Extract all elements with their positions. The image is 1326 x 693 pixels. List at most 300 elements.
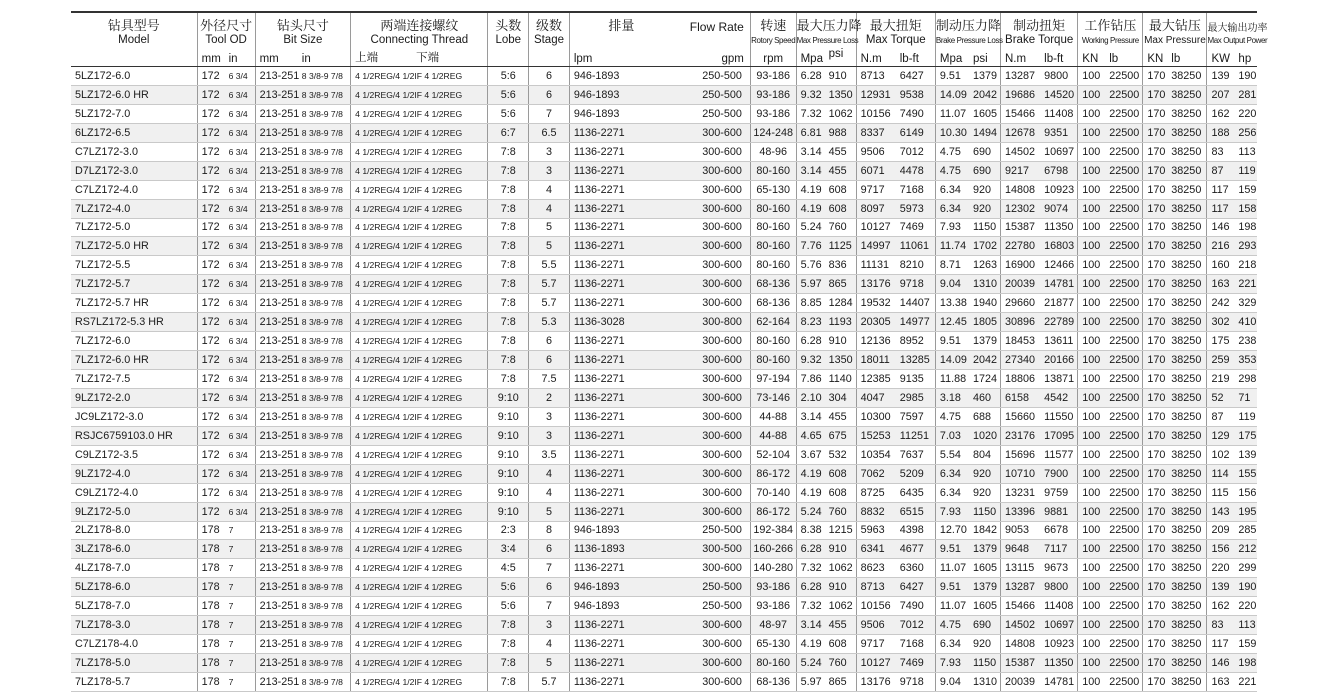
cell-model: 5LZ172-7.0 [71,104,197,123]
cell-flow-lpm: 1136-2271 [569,673,673,692]
header-power-cn: 最大输出功率 [1207,12,1257,34]
cell-torque-lbft: 9718 [896,673,936,692]
cell-thread: 4 1/2REG/4 1/2IF 4 1/2REG [351,218,488,237]
cell-flow-gpm: 300-800 [673,313,750,332]
cell-flow-gpm: 250-500 [673,67,750,86]
cell-wob-kn: 100 [1078,142,1105,161]
cell-brake-torque-nm: 12302 [1001,199,1041,218]
cell-brake-pressure-mpa: 9.51 [935,540,969,559]
cell-max-wob-kn: 170 [1143,540,1167,559]
cell-tool-od-in: 6 3/4 [225,237,256,256]
cell-torque-lbft: 7012 [896,616,936,635]
cell-max-wob-kn: 170 [1143,294,1167,313]
cell-torque-lbft: 4478 [896,161,936,180]
cell-thread: 4 1/2REG/4 1/2IF 4 1/2REG [351,104,488,123]
cell-flow-lpm: 1136-1893 [569,540,673,559]
unit-flow-gpm: gpm [673,48,750,67]
cell-brake-torque-nm: 6158 [1001,388,1041,407]
cell-tool-od-in: 6 3/4 [225,332,256,351]
cell-max-wob-lb: 38250 [1167,597,1207,616]
unit-power-hp: hp [1234,48,1257,67]
header-wob-en: Working Pressure [1078,34,1143,48]
cell-brake-pressure-psi: 1150 [969,654,1001,673]
cell-speed-rpm: 86-172 [750,464,796,483]
cell-speed-rpm: 68-136 [750,275,796,294]
cell-brake-pressure-mpa: 9.51 [935,578,969,597]
table-row [71,521,1257,540]
cell-max-wob-kn: 170 [1143,388,1167,407]
cell-brake-torque-lbft: 11577 [1040,445,1078,464]
cell-flow-gpm: 300-600 [673,161,750,180]
unit-bit-size-mm: mm [255,48,298,67]
cell-brake-torque-lbft: 9800 [1040,67,1078,86]
cell-wob-lb: 22500 [1105,104,1143,123]
cell-wob-kn: 100 [1078,654,1105,673]
cell-torque-nm: 9717 [856,635,896,654]
cell-power-kw: 117 [1207,635,1234,654]
cell-max-wob-kn: 170 [1143,654,1167,673]
cell-tool-od-in: 6 3/4 [225,483,256,502]
header-brake-pressure-en: Brake Pressure Loss [935,34,1000,48]
cell-stage: 4 [529,180,570,199]
cell-brake-pressure-mpa: 4.75 [935,142,969,161]
cell-flow-gpm: 300-600 [673,351,750,370]
header-bit-size-cn: 钻头尺寸 [255,12,351,34]
cell-wob-lb: 22500 [1105,294,1143,313]
table-row [71,464,1257,483]
cell-wob-lb: 22500 [1105,67,1143,86]
cell-flow-lpm: 1136-2271 [569,388,673,407]
cell-model: 7LZ172-4.0 [71,199,197,218]
cell-brake-pressure-psi: 2042 [969,351,1001,370]
cell-flow-lpm: 1136-2271 [569,180,673,199]
cell-brake-pressure-mpa: 5.54 [935,445,969,464]
cell-speed-rpm: 97-194 [750,370,796,389]
cell-torque-lbft: 2985 [896,388,936,407]
cell-thread: 4 1/2REG/4 1/2IF 4 1/2REG [351,388,488,407]
cell-lobe: 7:8 [488,673,529,692]
cell-speed-rpm: 80-160 [750,351,796,370]
cell-pressure-psi: 1284 [825,294,857,313]
cell-pressure-mpa: 7.86 [796,370,824,389]
cell-wob-kn: 100 [1078,370,1105,389]
table-row [71,673,1257,692]
cell-power-hp: 198 [1234,218,1257,237]
cell-max-wob-kn: 170 [1143,85,1167,104]
cell-pressure-mpa: 7.32 [796,597,824,616]
cell-brake-pressure-psi: 1605 [969,559,1001,578]
header-torque-cn: 最大扭矩 [856,12,935,34]
cell-flow-lpm: 1136-2271 [569,407,673,426]
cell-bit-size-in: 8 3/8-9 7/8 [298,578,351,597]
unit-thread [351,48,488,67]
cell-max-wob-lb: 38250 [1167,142,1207,161]
cell-bit-size-mm: 213-251 [255,635,298,654]
cell-speed-rpm: 65-130 [750,635,796,654]
cell-tool-od-in: 6 3/4 [225,67,256,86]
cell-max-wob-lb: 38250 [1167,673,1207,692]
cell-bit-size-in: 8 3/8-9 7/8 [298,635,351,654]
cell-tool-od-mm: 178 [197,635,224,654]
cell-max-wob-kn: 170 [1143,616,1167,635]
header-stage-en: Stage [529,34,570,48]
cell-lobe: 6:7 [488,123,529,142]
unit-power-kw: KW [1207,48,1234,67]
cell-brake-torque-nm: 15660 [1001,407,1041,426]
cell-tool-od-mm: 172 [197,370,224,389]
cell-torque-lbft: 13285 [896,351,936,370]
cell-flow-lpm: 1136-2271 [569,559,673,578]
cell-tool-od-in: 6 3/4 [225,351,256,370]
cell-lobe: 4:5 [488,559,529,578]
cell-power-kw: 146 [1207,654,1234,673]
cell-max-wob-lb: 38250 [1167,483,1207,502]
cell-max-wob-lb: 38250 [1167,199,1207,218]
cell-tool-od-in: 6 3/4 [225,313,256,332]
cell-speed-rpm: 93-186 [750,597,796,616]
cell-stage: 8 [529,521,570,540]
cell-wob-kn: 100 [1078,199,1105,218]
cell-wob-kn: 100 [1078,104,1105,123]
cell-stage: 5 [529,237,570,256]
cell-thread: 4 1/2REG/4 1/2IF 4 1/2REG [351,635,488,654]
cell-brake-pressure-psi: 690 [969,161,1001,180]
cell-speed-rpm: 80-160 [750,161,796,180]
cell-brake-pressure-mpa: 4.75 [935,616,969,635]
cell-brake-torque-lbft: 10923 [1040,180,1078,199]
cell-flow-lpm: 1136-2271 [569,635,673,654]
cell-brake-torque-nm: 13231 [1001,483,1041,502]
header-flow-en: Flow Rate [673,12,750,34]
table-row [71,294,1257,313]
cell-flow-gpm: 250-500 [673,104,750,123]
cell-pressure-mpa: 3.14 [796,142,824,161]
cell-pressure-mpa: 9.32 [796,85,824,104]
cell-brake-pressure-psi: 1379 [969,578,1001,597]
cell-flow-lpm: 946-1893 [569,104,673,123]
cell-brake-torque-lbft: 9881 [1040,502,1078,521]
cell-bit-size-mm: 213-251 [255,294,298,313]
cell-brake-pressure-psi: 1702 [969,237,1001,256]
cell-wob-lb: 22500 [1105,483,1143,502]
cell-bit-size-mm: 213-251 [255,559,298,578]
cell-bit-size-in: 8 3/8-9 7/8 [298,483,351,502]
cell-wob-kn: 100 [1078,218,1105,237]
cell-bit-size-mm: 213-251 [255,540,298,559]
cell-max-wob-kn: 170 [1143,104,1167,123]
header-power-en: Max Output Power [1207,36,1268,45]
cell-torque-lbft: 5973 [896,199,936,218]
cell-brake-pressure-mpa: 4.75 [935,161,969,180]
cell-model: 3LZ178-6.0 [71,540,197,559]
cell-model: RS7LZ172-5.3 HR [71,313,197,332]
cell-speed-rpm: 124-248 [750,123,796,142]
cell-wob-lb: 22500 [1105,218,1143,237]
cell-wob-kn: 100 [1078,616,1105,635]
cell-torque-nm: 15253 [856,426,896,445]
cell-lobe: 9:10 [488,502,529,521]
cell-max-wob-lb: 38250 [1167,275,1207,294]
cell-bit-size-mm: 213-251 [255,199,298,218]
cell-thread: 4 1/2REG/4 1/2IF 4 1/2REG [351,294,488,313]
spec-table [71,11,1268,692]
cell-max-wob-kn: 170 [1143,237,1167,256]
cell-wob-lb: 22500 [1105,85,1143,104]
cell-thread: 4 1/2REG/4 1/2IF 4 1/2REG [351,237,488,256]
cell-brake-pressure-psi: 690 [969,142,1001,161]
cell-max-wob-kn: 170 [1143,123,1167,142]
cell-bit-size-mm: 213-251 [255,521,298,540]
cell-max-wob-kn: 170 [1143,559,1167,578]
cell-brake-pressure-psi: 1724 [969,370,1001,389]
cell-power-kw: 220 [1207,559,1234,578]
cell-pressure-psi: 988 [825,123,857,142]
cell-bit-size-mm: 213-251 [255,464,298,483]
cell-model: 5LZ172-6.0 HR [71,85,197,104]
cell-tool-od-mm: 172 [197,237,224,256]
unit-pressure-mpa: Mpa [796,48,824,67]
cell-power-hp: 221 [1234,275,1257,294]
cell-thread: 4 1/2REG/4 1/2IF 4 1/2REG [351,142,488,161]
cell-power-hp: 212 [1234,540,1257,559]
cell-wob-kn: 100 [1078,445,1105,464]
cell-bit-size-in: 8 3/8-9 7/8 [298,597,351,616]
cell-flow-lpm: 1136-2271 [569,161,673,180]
cell-brake-torque-lbft: 6798 [1040,161,1078,180]
cell-bit-size-mm: 213-251 [255,332,298,351]
cell-tool-od-in: 6 3/4 [225,407,256,426]
header-flow-cn: 排量 [569,12,673,34]
unit-wob-kn: KN [1078,48,1105,67]
cell-power-kw: 207 [1207,85,1234,104]
cell-tool-od-mm: 172 [197,388,224,407]
cell-tool-od-mm: 178 [197,654,224,673]
cell-max-wob-lb: 38250 [1167,426,1207,445]
cell-pressure-psi: 1193 [825,313,857,332]
cell-lobe: 5:6 [488,67,529,86]
cell-brake-pressure-mpa: 14.09 [935,85,969,104]
table-row [71,559,1257,578]
cell-torque-nm: 8725 [856,483,896,502]
cell-model: 7LZ172-6.0 HR [71,351,197,370]
cell-max-wob-lb: 38250 [1167,654,1207,673]
cell-wob-kn: 100 [1078,407,1105,426]
header-model-cn: 钻具型号 [71,12,197,34]
cell-max-wob-kn: 170 [1143,332,1167,351]
cell-tool-od-mm: 178 [197,673,224,692]
cell-flow-lpm: 1136-2271 [569,351,673,370]
cell-brake-torque-lbft: 11550 [1040,407,1078,426]
cell-speed-rpm: 68-136 [750,673,796,692]
cell-torque-lbft: 9718 [896,275,936,294]
cell-brake-pressure-psi: 920 [969,199,1001,218]
cell-torque-lbft: 14977 [896,313,936,332]
cell-power-hp: 71 [1234,388,1257,407]
cell-brake-torque-lbft: 9759 [1040,483,1078,502]
cell-brake-torque-nm: 14808 [1001,180,1041,199]
cell-power-kw: 163 [1207,275,1234,294]
cell-speed-rpm: 192-384 [750,521,796,540]
cell-torque-nm: 14997 [856,237,896,256]
cell-power-hp: 198 [1234,654,1257,673]
cell-brake-pressure-psi: 1310 [969,275,1001,294]
cell-brake-pressure-psi: 2042 [969,85,1001,104]
cell-torque-lbft: 6360 [896,559,936,578]
cell-thread: 4 1/2REG/4 1/2IF 4 1/2REG [351,654,488,673]
cell-bit-size-mm: 213-251 [255,180,298,199]
header-model-unit [71,48,197,67]
cell-lobe: 7:8 [488,332,529,351]
cell-brake-torque-nm: 20039 [1001,673,1041,692]
cell-model: C7LZ172-4.0 [71,180,197,199]
cell-torque-nm: 20305 [856,313,896,332]
cell-flow-gpm: 300-600 [673,199,750,218]
cell-pressure-psi: 455 [825,142,857,161]
cell-wob-kn: 100 [1078,161,1105,180]
cell-tool-od-in: 7 [225,673,256,692]
cell-torque-lbft: 7168 [896,635,936,654]
cell-wob-kn: 100 [1078,635,1105,654]
cell-max-wob-kn: 170 [1143,426,1167,445]
cell-stage: 4 [529,199,570,218]
cell-flow-lpm: 1136-2271 [569,218,673,237]
cell-brake-torque-lbft: 14781 [1040,673,1078,692]
cell-torque-nm: 12136 [856,332,896,351]
cell-brake-torque-nm: 13396 [1001,502,1041,521]
header-lobe-en: Lobe [488,34,529,48]
cell-model: 9LZ172-5.0 [71,502,197,521]
header-model-en: Model [71,34,197,48]
cell-max-wob-lb: 38250 [1167,464,1207,483]
cell-brake-pressure-mpa: 8.71 [935,256,969,275]
cell-torque-nm: 8337 [856,123,896,142]
cell-torque-nm: 10156 [856,597,896,616]
cell-brake-torque-nm: 15696 [1001,445,1041,464]
cell-brake-torque-lbft: 4542 [1040,388,1078,407]
cell-max-wob-lb: 38250 [1167,294,1207,313]
unit-wob-lb: lb [1105,48,1143,67]
cell-wob-kn: 100 [1078,67,1105,86]
cell-tool-od-in: 7 [225,578,256,597]
cell-brake-torque-lbft: 20166 [1040,351,1078,370]
unit-pressure-psi: psi [825,48,857,67]
cell-stage: 5.7 [529,275,570,294]
cell-pressure-psi: 608 [825,635,857,654]
cell-model: 9LZ172-2.0 [71,388,197,407]
cell-flow-gpm: 300-600 [673,332,750,351]
cell-tool-od-mm: 172 [197,351,224,370]
cell-bit-size-mm: 213-251 [255,654,298,673]
cell-lobe: 9:10 [488,388,529,407]
cell-tool-od-mm: 172 [197,123,224,142]
unit-brake-pressure-mpa: Mpa [935,48,969,67]
cell-pressure-mpa: 8.23 [796,313,824,332]
cell-model: C7LZ172-3.0 [71,142,197,161]
cell-brake-pressure-psi: 1940 [969,294,1001,313]
unit-tool-od-in: in [225,48,256,67]
cell-torque-nm: 11131 [856,256,896,275]
unit-max-wob-kn: KN [1143,48,1167,67]
cell-stage: 7 [529,104,570,123]
header-thread-en: Connecting Thread [351,34,488,48]
cell-torque-lbft: 7012 [896,142,936,161]
cell-torque-lbft: 7469 [896,218,936,237]
cell-flow-lpm: 1136-2271 [569,256,673,275]
table-row [71,256,1257,275]
cell-power-kw: 129 [1207,426,1234,445]
cell-flow-lpm: 1136-2271 [569,275,673,294]
cell-bit-size-mm: 213-251 [255,388,298,407]
cell-tool-od-mm: 172 [197,85,224,104]
cell-wob-kn: 100 [1078,237,1105,256]
cell-speed-rpm: 68-136 [750,294,796,313]
cell-model: C9LZ172-4.0 [71,483,197,502]
cell-brake-pressure-mpa: 11.74 [935,237,969,256]
cell-thread: 4 1/2REG/4 1/2IF 4 1/2REG [351,464,488,483]
cell-brake-pressure-mpa: 10.30 [935,123,969,142]
cell-flow-lpm: 1136-2271 [569,483,673,502]
cell-power-hp: 353 [1234,351,1257,370]
cell-brake-torque-lbft: 9351 [1040,123,1078,142]
cell-tool-od-mm: 172 [197,426,224,445]
cell-brake-torque-nm: 16900 [1001,256,1041,275]
cell-bit-size-in: 8 3/8-9 7/8 [298,142,351,161]
cell-model: 5LZ178-7.0 [71,597,197,616]
cell-max-wob-kn: 170 [1143,483,1167,502]
cell-stage: 6.5 [529,123,570,142]
cell-flow-gpm: 300-600 [673,616,750,635]
cell-bit-size-in: 8 3/8-9 7/8 [298,445,351,464]
cell-pressure-mpa: 4.19 [796,199,824,218]
cell-thread: 4 1/2REG/4 1/2IF 4 1/2REG [351,199,488,218]
cell-max-wob-kn: 170 [1143,256,1167,275]
table-row [71,388,1257,407]
cell-flow-lpm: 1136-2271 [569,142,673,161]
cell-thread: 4 1/2REG/4 1/2IF 4 1/2REG [351,313,488,332]
cell-bit-size-mm: 213-251 [255,237,298,256]
cell-power-hp: 238 [1234,332,1257,351]
cell-torque-nm: 10156 [856,104,896,123]
cell-power-kw: 219 [1207,370,1234,389]
cell-brake-torque-lbft: 13611 [1040,332,1078,351]
cell-power-hp: 293 [1234,237,1257,256]
cell-flow-gpm: 300-600 [673,445,750,464]
cell-flow-lpm: 1136-2271 [569,426,673,445]
cell-thread: 4 1/2REG/4 1/2IF 4 1/2REG [351,180,488,199]
cell-pressure-psi: 760 [825,218,857,237]
cell-brake-torque-nm: 13115 [1001,559,1041,578]
cell-brake-torque-lbft: 17095 [1040,426,1078,445]
cell-bit-size-in: 8 3/8-9 7/8 [298,502,351,521]
cell-bit-size-in: 8 3/8-9 7/8 [298,104,351,123]
table-row [71,445,1257,464]
cell-speed-rpm: 160-266 [750,540,796,559]
cell-tool-od-in: 7 [225,559,256,578]
cell-stage: 4 [529,464,570,483]
cell-stage: 3 [529,426,570,445]
cell-tool-od-in: 6 3/4 [225,123,256,142]
cell-flow-gpm: 300-600 [673,407,750,426]
cell-torque-nm: 18011 [856,351,896,370]
cell-tool-od-mm: 178 [197,616,224,635]
cell-max-wob-lb: 38250 [1167,351,1207,370]
header-flow-spacer [569,34,750,48]
cell-torque-nm: 6341 [856,540,896,559]
table-row [71,407,1257,426]
cell-flow-lpm: 1136-2271 [569,199,673,218]
cell-pressure-psi: 1215 [825,521,857,540]
cell-flow-lpm: 1136-3028 [569,313,673,332]
